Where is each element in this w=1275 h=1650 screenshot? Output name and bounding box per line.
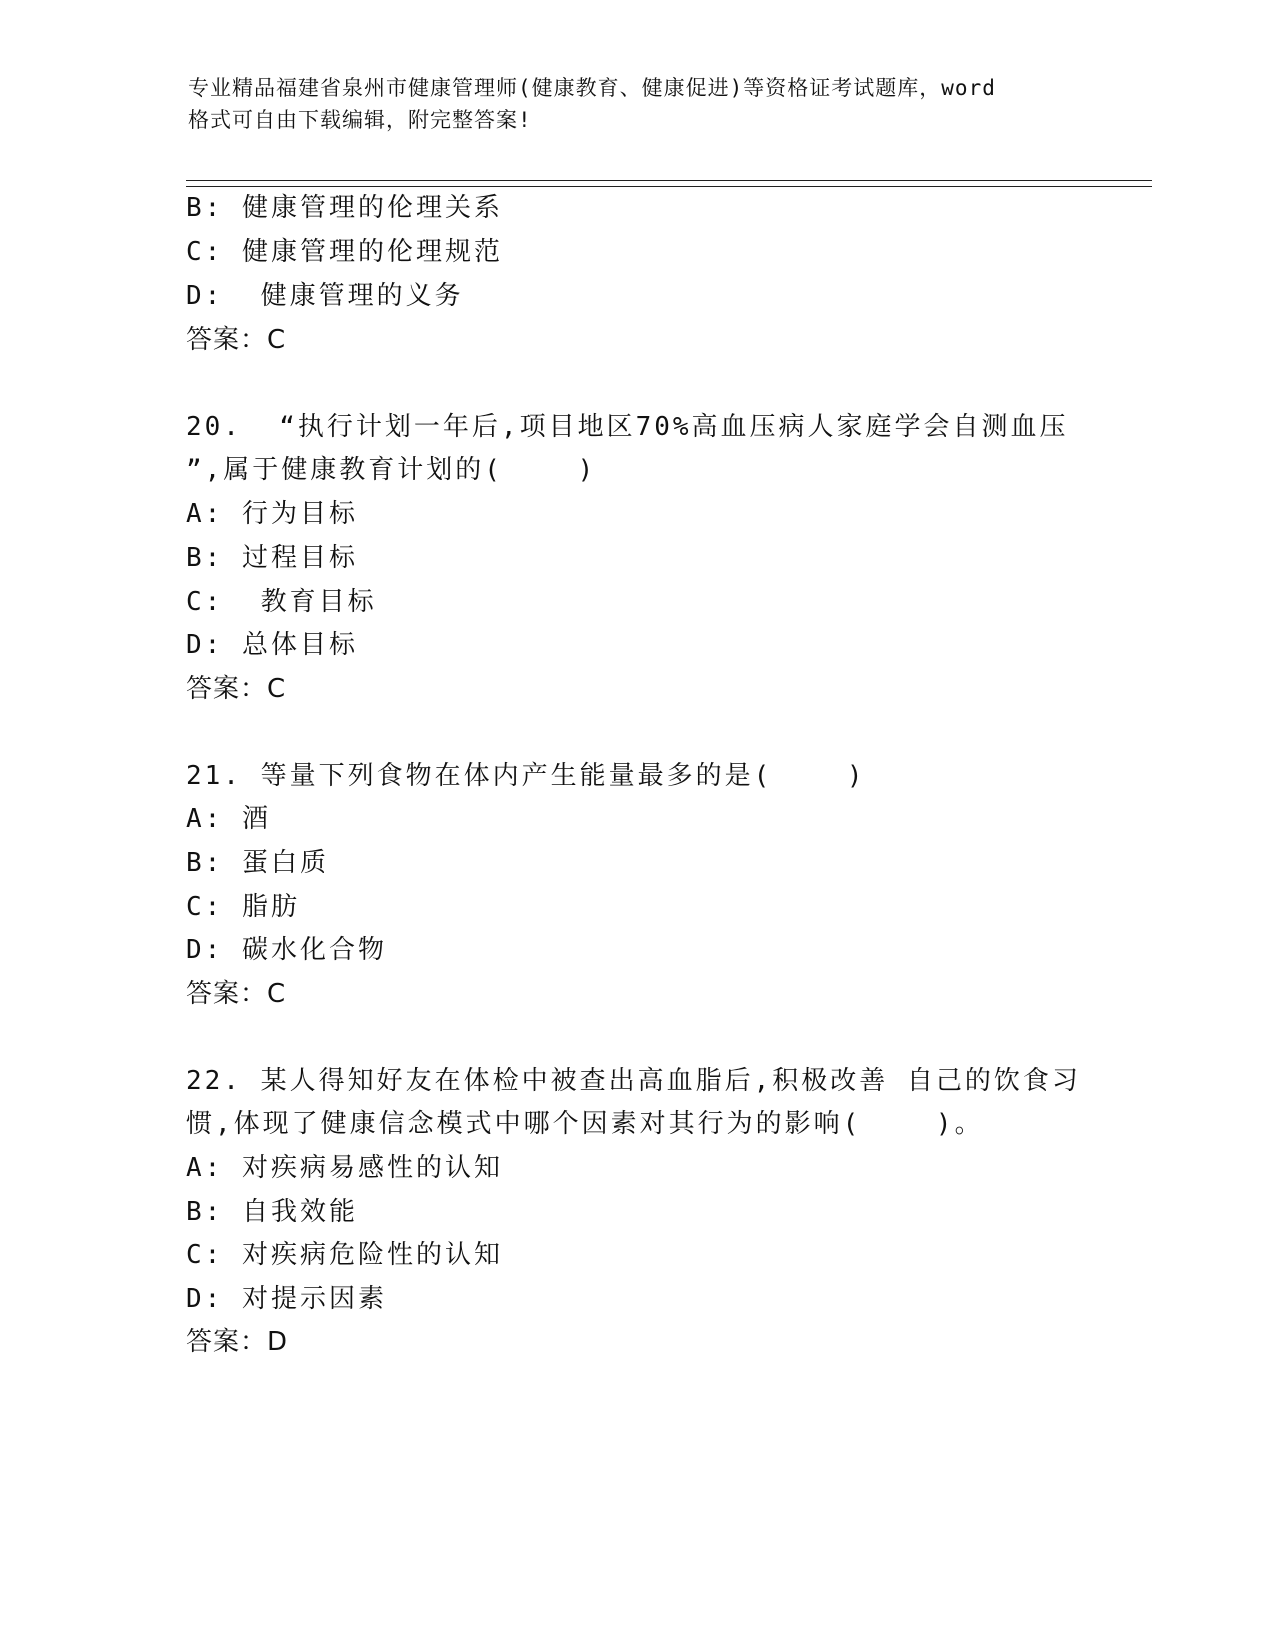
q22-stem-line-2: 惯,体现了健康信念模式中哪个因素对其行为的影响( )。 <box>186 1109 984 1139</box>
q21-option-a: A: 酒 <box>186 804 271 834</box>
header-line-2: 格式可自由下载编辑，附完整答案! <box>188 108 532 132</box>
q22-option-d: D: 对提示因素 <box>186 1284 387 1314</box>
q20-option-c: C: 教育目标 <box>186 587 377 617</box>
q22-option-a: A: 对疾病易感性的认知 <box>186 1153 503 1183</box>
q20-option-d: D: 总体目标 <box>186 630 358 660</box>
prev-option-b: B: 健康管理的伦理关系 <box>186 193 503 223</box>
q21-option-d: D: 碳水化合物 <box>186 935 387 965</box>
header-divider-bottom <box>186 186 1152 187</box>
q22-option-b: B: 自我效能 <box>186 1197 358 1227</box>
q22-answer: 答案：D <box>186 1327 289 1357</box>
q21-stem: 21. 等量下列食物在体内产生能量最多的是( ) <box>186 761 866 791</box>
q20-stem-line-2: ”,属于健康教育计划的( ) <box>186 455 597 485</box>
q22-stem-line-1: 22. 某人得知好友在体检中被查出高血脂后,积极改善 自己的饮食习 <box>186 1066 1081 1096</box>
q20-option-b: B: 过程目标 <box>186 543 358 573</box>
q20-stem-line-1: 20. “执行计划一年后,项目地区70%高血压病人家庭学会自测血压 <box>186 412 1069 442</box>
q21-option-c: C: 脂肪 <box>186 892 300 922</box>
q20-option-a: A: 行为目标 <box>186 499 358 529</box>
q22-option-c: C: 对疾病危险性的认知 <box>186 1240 503 1270</box>
prev-option-c: C: 健康管理的伦理规范 <box>186 237 503 267</box>
q21-option-b: B: 蛋白质 <box>186 848 329 878</box>
header-divider-top <box>186 180 1152 181</box>
document-header <box>188 72 1088 136</box>
prev-option-d: D: 健康管理的义务 <box>186 281 464 311</box>
header-line-1: 专业精品福建省泉州市健康管理师(健康教育、健康促进)等资格证考试题库，word <box>188 76 996 100</box>
prev-answer: 答案：C <box>186 325 287 355</box>
q20-answer: 答案：C <box>186 674 287 704</box>
q21-answer: 答案：C <box>186 979 287 1009</box>
